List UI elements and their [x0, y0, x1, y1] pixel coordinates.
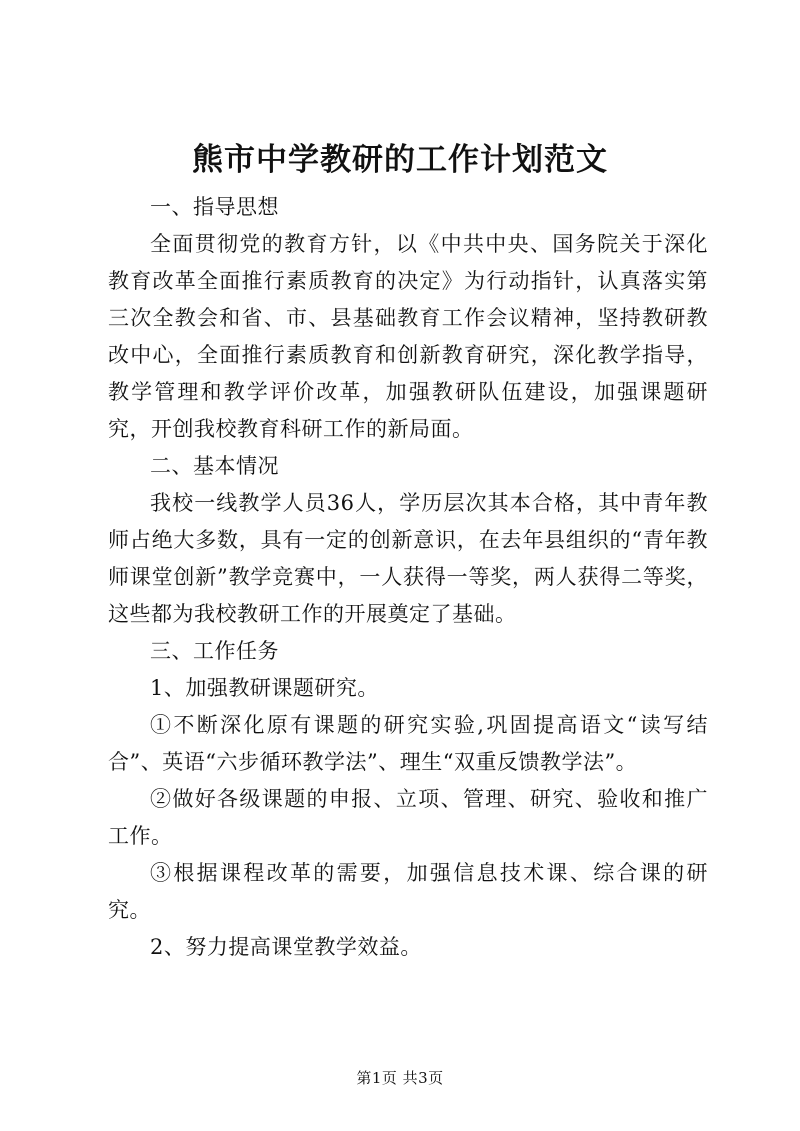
task-subitem-2: ②做好各级课题的申报、立项、管理、研究、验收和推广工作。 — [108, 787, 708, 848]
section-heading-guiding-ideology: 一、指导思想 — [150, 195, 279, 219]
section-heading-work-tasks: 三、工作任务 — [150, 639, 279, 663]
paragraph-basic-situation: 我校一线教学人员36人，学历层次其本合格，其中青年教师占绝大多数，具有一定的创新意识，在去年县组织的“青年教师课堂创新”教学竞赛中，一人获得一等奖，两人获得二等奖，这些都为我校教研工作的开展奠定了基础。 — [108, 491, 708, 626]
task-item-2: 2、努力提高课堂教学效益。 — [150, 935, 422, 959]
page-number-footer: 第1页 共3页 — [356, 1069, 444, 1087]
section-heading-basic-situation: 二、基本情况 — [150, 454, 279, 478]
document-body — [108, 189, 708, 966]
document-title: 熊市中学教研的工作计划范文 — [192, 142, 608, 178]
paragraph-guiding-ideology: 全面贯彻党的教育方针，以《中共中央、国务院关于深化教育改革全面推行素质教育的决定》为行动指针，认真落实第三次全教会和省、市、县基础教育工作会议精神，坚持教研教改中心，全面推行素质教育和创新教育研究，深化教学指导，教学管理和教学评价改革，加强教研队伍建设，加强课题研究，开创我校教育科研工作的新局面。 — [108, 232, 708, 441]
task-subitem-3: ③根据课程改革的需要，加强信息技术课、综合课的研究。 — [108, 861, 708, 922]
task-item-1: 1、加强教研课题研究。 — [150, 676, 379, 700]
task-subitem-1: ①不断深化原有课题的研究实验,巩固提高语文“读写结合”、英语“六步循环教学法”、理生“双重反馈教学法”。 — [108, 713, 708, 774]
